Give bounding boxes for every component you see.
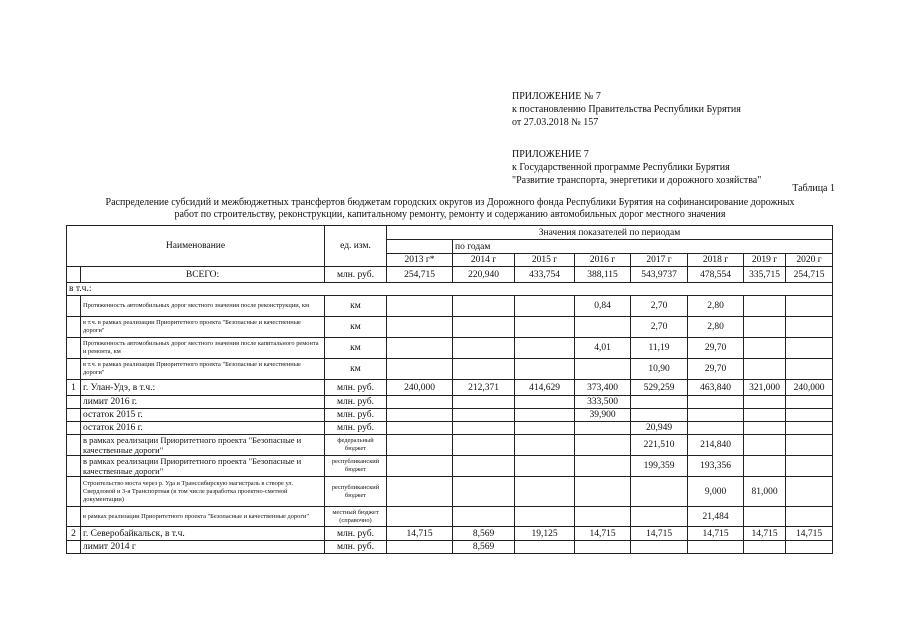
row-number: 2 bbox=[67, 527, 81, 541]
value-cell: 14,715 bbox=[387, 527, 453, 541]
row-number bbox=[67, 409, 81, 422]
value-cell bbox=[744, 409, 786, 422]
value-cell bbox=[453, 477, 515, 507]
year-header: 2016 г bbox=[575, 254, 631, 267]
row-number bbox=[67, 456, 81, 477]
appendix-decree-ref: к постановлению Правительства Республики Бурятия bbox=[512, 104, 741, 115]
header-values: Значения показателей по периодам bbox=[387, 226, 833, 240]
table-row bbox=[67, 359, 833, 380]
row-unit: республиканский бюджет bbox=[325, 456, 387, 477]
year-header: 2013 г* bbox=[387, 254, 453, 267]
row-unit: республиканский бюджет bbox=[325, 477, 387, 507]
value-cell: 212,371 bbox=[453, 380, 515, 396]
row-name: в т.ч. в рамках реализации Приоритетного проекта "Безопасные и качественные дороги" bbox=[81, 359, 325, 380]
section-label: в т.ч.: bbox=[67, 283, 833, 296]
value-cell bbox=[515, 409, 575, 422]
value-cell: 14,715 bbox=[744, 527, 786, 541]
year-header: 2019 г bbox=[744, 254, 786, 267]
table-body bbox=[67, 267, 833, 554]
value-cell bbox=[786, 435, 833, 456]
row-name: лимит 2016 г. bbox=[81, 396, 325, 409]
value-cell bbox=[688, 422, 744, 435]
value-cell: 29,70 bbox=[688, 338, 744, 359]
table-row bbox=[67, 527, 833, 541]
value-cell: 8,569 bbox=[453, 541, 515, 554]
row-number bbox=[67, 267, 81, 283]
value-cell bbox=[575, 507, 631, 527]
value-cell: 414,629 bbox=[515, 380, 575, 396]
value-cell bbox=[786, 456, 833, 477]
value-cell bbox=[515, 477, 575, 507]
value-cell bbox=[631, 409, 688, 422]
value-cell bbox=[387, 477, 453, 507]
value-cell: 0,84 bbox=[575, 296, 631, 317]
header-spacer bbox=[387, 240, 453, 254]
value-cell: 2,80 bbox=[688, 296, 744, 317]
value-cell bbox=[453, 359, 515, 380]
row-name: ВСЕГО: bbox=[81, 267, 325, 283]
value-cell bbox=[744, 317, 786, 338]
value-cell bbox=[688, 409, 744, 422]
value-cell bbox=[786, 317, 833, 338]
value-cell: 9,000 bbox=[688, 477, 744, 507]
value-cell bbox=[453, 435, 515, 456]
value-cell bbox=[575, 541, 631, 554]
year-header: 2020 г bbox=[786, 254, 833, 267]
row-name: в рамках реализации Приоритетного проекта "Безопасные и качественные дороги" bbox=[81, 435, 325, 456]
value-cell: 321,000 bbox=[744, 380, 786, 396]
row-number bbox=[67, 422, 81, 435]
value-cell bbox=[575, 422, 631, 435]
value-cell bbox=[786, 296, 833, 317]
value-cell bbox=[575, 317, 631, 338]
table-row bbox=[67, 283, 833, 296]
row-unit: км bbox=[325, 296, 387, 317]
value-cell bbox=[387, 435, 453, 456]
value-cell: 193,356 bbox=[688, 456, 744, 477]
row-name: лимит 2014 г bbox=[81, 541, 325, 554]
value-cell bbox=[515, 317, 575, 338]
value-cell bbox=[387, 317, 453, 338]
row-name: в т.ч. в рамках реализации Приоритетного проекта "Безопасные и качественные дороги" bbox=[81, 317, 325, 338]
value-cell: 4,01 bbox=[575, 338, 631, 359]
value-cell: 21,484 bbox=[688, 507, 744, 527]
value-cell bbox=[786, 338, 833, 359]
value-cell bbox=[453, 507, 515, 527]
value-cell bbox=[575, 456, 631, 477]
table-row bbox=[67, 317, 833, 338]
row-unit: местный бюджет (справочно) bbox=[325, 507, 387, 527]
value-cell bbox=[786, 359, 833, 380]
value-cell bbox=[688, 396, 744, 409]
row-number bbox=[67, 435, 81, 456]
table-row bbox=[67, 507, 833, 527]
value-cell bbox=[387, 296, 453, 317]
table-row bbox=[67, 541, 833, 554]
value-cell: 333,500 bbox=[575, 396, 631, 409]
value-cell: 463,840 bbox=[688, 380, 744, 396]
value-cell bbox=[744, 507, 786, 527]
table-row bbox=[67, 267, 833, 283]
value-cell: 29,70 bbox=[688, 359, 744, 380]
row-number bbox=[67, 541, 81, 554]
row-name: в рамках реализации Приоритетного проекта "Безопасные и качественные дороги" bbox=[81, 507, 325, 527]
table-row bbox=[67, 456, 833, 477]
row-number bbox=[67, 477, 81, 507]
value-cell bbox=[453, 456, 515, 477]
value-cell bbox=[786, 409, 833, 422]
row-unit: млн. руб. bbox=[325, 396, 387, 409]
value-cell bbox=[744, 338, 786, 359]
value-cell: 221,510 bbox=[631, 435, 688, 456]
value-cell: 240,000 bbox=[387, 380, 453, 396]
document-title bbox=[70, 197, 830, 221]
value-cell: 20,949 bbox=[631, 422, 688, 435]
value-cell: 220,940 bbox=[453, 267, 515, 283]
value-cell bbox=[515, 435, 575, 456]
appendix-number-2: ПРИЛОЖЕНИЕ 7 bbox=[512, 149, 589, 160]
value-cell: 14,715 bbox=[688, 527, 744, 541]
row-unit: км bbox=[325, 338, 387, 359]
value-cell bbox=[515, 396, 575, 409]
value-cell bbox=[515, 541, 575, 554]
value-cell: 8,569 bbox=[453, 527, 515, 541]
value-cell: 19,125 bbox=[515, 527, 575, 541]
value-cell bbox=[515, 507, 575, 527]
value-cell: 433,754 bbox=[515, 267, 575, 283]
value-cell: 478,554 bbox=[688, 267, 744, 283]
value-cell bbox=[575, 359, 631, 380]
row-unit: млн. руб. bbox=[325, 527, 387, 541]
table-row bbox=[67, 435, 833, 456]
value-cell bbox=[387, 396, 453, 409]
row-unit: федеральный бюджет bbox=[325, 435, 387, 456]
year-header: 2015 г bbox=[515, 254, 575, 267]
row-unit: млн. руб. bbox=[325, 422, 387, 435]
value-cell: 199,359 bbox=[631, 456, 688, 477]
row-unit: км bbox=[325, 359, 387, 380]
value-cell bbox=[453, 396, 515, 409]
value-cell: 373,400 bbox=[575, 380, 631, 396]
header-name: Наименование bbox=[67, 226, 325, 267]
row-number bbox=[67, 296, 81, 317]
table-row bbox=[67, 422, 833, 435]
value-cell bbox=[453, 296, 515, 317]
appendix-decree-date: от 27.03.2018 № 157 bbox=[512, 117, 599, 128]
value-cell: 39,900 bbox=[575, 409, 631, 422]
value-cell bbox=[786, 477, 833, 507]
table-row bbox=[67, 380, 833, 396]
value-cell bbox=[387, 359, 453, 380]
value-cell bbox=[575, 477, 631, 507]
row-unit: млн. руб. bbox=[325, 267, 387, 283]
value-cell bbox=[688, 541, 744, 554]
value-cell: 543,9737 bbox=[631, 267, 688, 283]
value-cell: 254,715 bbox=[387, 267, 453, 283]
value-cell bbox=[515, 296, 575, 317]
year-header: 2014 г bbox=[453, 254, 515, 267]
value-cell bbox=[515, 359, 575, 380]
value-cell: 10,90 bbox=[631, 359, 688, 380]
subsidy-table bbox=[66, 225, 833, 554]
value-cell: 14,715 bbox=[575, 527, 631, 541]
value-cell bbox=[744, 396, 786, 409]
appendix-header-decree bbox=[512, 90, 741, 129]
value-cell bbox=[744, 456, 786, 477]
value-cell: 2,80 bbox=[688, 317, 744, 338]
header-by-year: по годам bbox=[453, 240, 833, 254]
value-cell: 254,715 bbox=[786, 267, 833, 283]
value-cell bbox=[575, 435, 631, 456]
value-cell: 81,000 bbox=[744, 477, 786, 507]
value-cell bbox=[744, 541, 786, 554]
value-cell bbox=[631, 396, 688, 409]
appendix-program-name: "Развитие транспорта, энергетики и дорожного хозяйства" bbox=[512, 175, 762, 186]
value-cell: 388,115 bbox=[575, 267, 631, 283]
row-name: остаток 2016 г. bbox=[81, 422, 325, 435]
table-row bbox=[67, 409, 833, 422]
row-number bbox=[67, 396, 81, 409]
title-line-2: работ по строительству, реконструкции, капитальному ремонту, ремонту и содержанию автомобильных дорог местного значения bbox=[174, 209, 726, 220]
row-name: Протяженность автомобильных дорог местного значения после реконструкции, км bbox=[81, 296, 325, 317]
value-cell: 2,70 bbox=[631, 317, 688, 338]
row-unit: млн. руб. bbox=[325, 541, 387, 554]
value-cell bbox=[515, 422, 575, 435]
value-cell: 14,715 bbox=[631, 527, 688, 541]
appendix-header-program bbox=[512, 148, 761, 187]
value-cell: 2,70 bbox=[631, 296, 688, 317]
value-cell bbox=[453, 422, 515, 435]
value-cell: 240,000 bbox=[786, 380, 833, 396]
value-cell bbox=[744, 435, 786, 456]
row-name: в рамках реализации Приоритетного проекта "Безопасные и качественные дороги" bbox=[81, 456, 325, 477]
row-number bbox=[67, 317, 81, 338]
value-cell bbox=[786, 396, 833, 409]
value-cell bbox=[744, 422, 786, 435]
value-cell bbox=[387, 456, 453, 477]
row-unit: км bbox=[325, 317, 387, 338]
table-row bbox=[67, 477, 833, 507]
value-cell bbox=[744, 296, 786, 317]
value-cell bbox=[786, 507, 833, 527]
appendix-number: ПРИЛОЖЕНИЕ № 7 bbox=[512, 91, 601, 102]
row-number bbox=[67, 338, 81, 359]
header-unit: ед. изм. bbox=[325, 226, 387, 267]
value-cell bbox=[744, 359, 786, 380]
value-cell bbox=[453, 409, 515, 422]
value-cell bbox=[631, 507, 688, 527]
title-line-1: Распределение субсидий и межбюджетных трансфертов бюджетам городских округов из Дорожного фонда Республики Бурятия на софинансирование дорожных bbox=[105, 197, 795, 208]
value-cell bbox=[515, 338, 575, 359]
appendix-program-ref: к Государственной программе Республики Бурятия bbox=[512, 162, 730, 173]
row-number bbox=[67, 359, 81, 380]
value-cell bbox=[786, 422, 833, 435]
value-cell: 214,840 bbox=[688, 435, 744, 456]
row-name: остаток 2015 г. bbox=[81, 409, 325, 422]
row-name: г. Улан-Удэ, в т.ч.: bbox=[81, 380, 325, 396]
value-cell bbox=[786, 541, 833, 554]
row-name: Протяженность автомобильных дорог местного значения после капитального ремонта и ремонта, км bbox=[81, 338, 325, 359]
row-unit: млн. руб. bbox=[325, 409, 387, 422]
value-cell bbox=[387, 541, 453, 554]
value-cell bbox=[387, 338, 453, 359]
table-row bbox=[67, 396, 833, 409]
value-cell bbox=[453, 338, 515, 359]
value-cell: 335,715 bbox=[744, 267, 786, 283]
table-number: Таблица 1 bbox=[792, 183, 835, 194]
table-row bbox=[67, 296, 833, 317]
value-cell bbox=[631, 477, 688, 507]
value-cell bbox=[631, 541, 688, 554]
row-name: Строительство моста через р. Уда и Транссибирскую магистраль в створе ул. Свердловой и 3-я Транспортная (в том числе разработка проектно-сметной документации) bbox=[81, 477, 325, 507]
row-number bbox=[67, 507, 81, 527]
row-unit: млн. руб. bbox=[325, 380, 387, 396]
value-cell bbox=[453, 317, 515, 338]
row-number: 1 bbox=[67, 380, 81, 396]
table-row bbox=[67, 338, 833, 359]
value-cell bbox=[387, 422, 453, 435]
row-name: г. Северобайкальск, в т.ч. bbox=[81, 527, 325, 541]
year-header: 2018 г bbox=[688, 254, 744, 267]
value-cell: 11,19 bbox=[631, 338, 688, 359]
value-cell: 14,715 bbox=[786, 527, 833, 541]
value-cell bbox=[387, 507, 453, 527]
value-cell bbox=[515, 456, 575, 477]
value-cell bbox=[387, 409, 453, 422]
value-cell: 529,259 bbox=[631, 380, 688, 396]
year-header: 2017 г bbox=[631, 254, 688, 267]
